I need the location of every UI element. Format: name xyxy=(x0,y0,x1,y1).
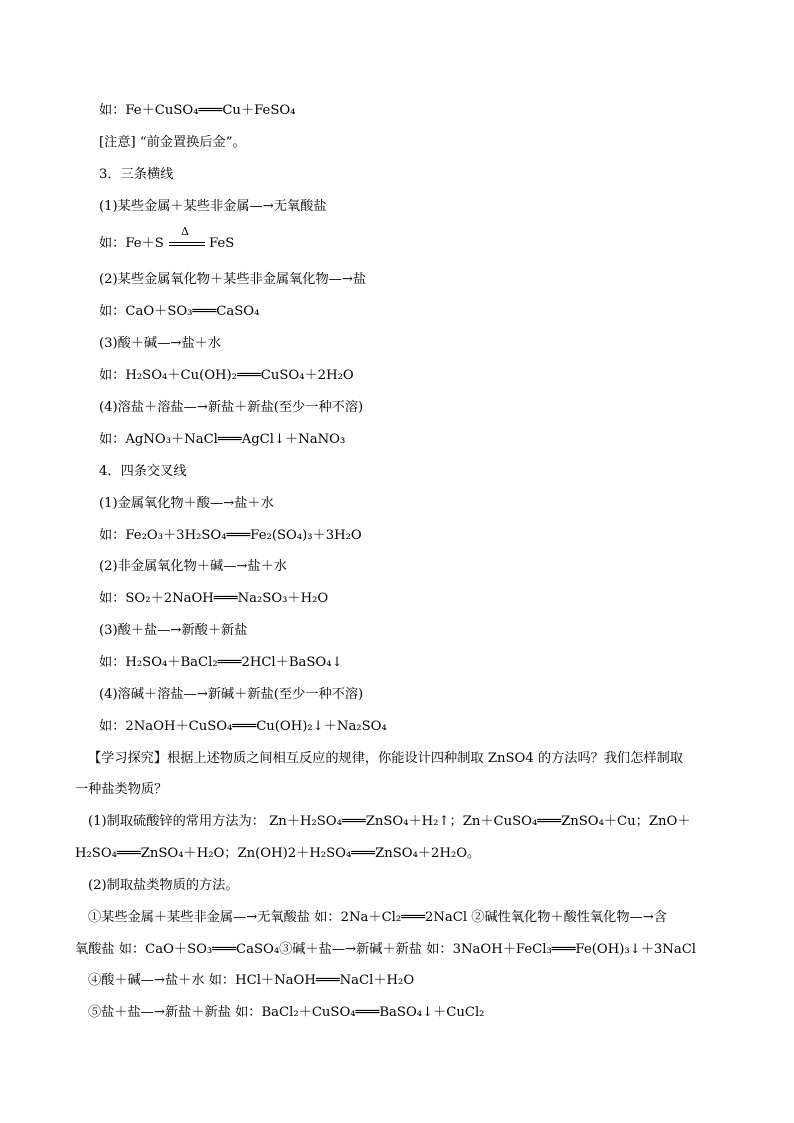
example-naoh-cuso4: 如：2NaOH＋CuSO₄═══Cu(OH)₂↓＋Na₂SO₄ xyxy=(99,719,387,734)
znso4-methods-cont: H₂SO₄═══ZnSO₄＋H₂O；Zn(OH)2＋H₂SO₄═══ZnSO₄＋2H₂O。 xyxy=(75,846,481,861)
rule-4-2: (2)非金属氧化物＋碱—→盐＋水 xyxy=(99,559,287,574)
rule-4-4: (4)溶碱＋溶盐—→新碱＋新盐(至少一种不溶) xyxy=(99,687,364,702)
salt-method-1-2: ①某些金属＋某些非金属—→无氧酸盐 如：2Na＋Cl₂═══2NaCl ②碱性氧化物＋酸性氧化物—→含 xyxy=(88,910,667,925)
rule-3-3: (3)酸＋碱—→盐＋水 xyxy=(99,336,222,351)
salt-method-4: ④酸＋碱—→盐＋水 如：HCl＋NaOH═══NaCl＋H₂O xyxy=(88,973,415,988)
znso4-methods: (1)制取硫酸锌的常用方法为： Zn＋H₂SO₄═══ZnSO₄＋H₂↑；Zn＋CuSO₄═══ZnSO₄＋Cu；ZnO＋ xyxy=(88,814,691,829)
reaction-left: 如：Fe＋S xyxy=(99,236,164,251)
rule-3-2: (2)某些金属氧化物＋某些非金属氧化物—→盐 xyxy=(99,272,367,287)
rule-4-3: (3)酸＋盐—→新酸＋新盐 xyxy=(99,623,248,638)
inquiry-paragraph-cont: 一种盐类物质？ xyxy=(75,782,168,797)
rule-3-4: (4)溶盐＋溶盐—→新盐＋新盐(至少一种不溶) xyxy=(99,400,364,415)
example-agno3-nacl: 如：AgNO₃＋NaCl═══AgCl↓＋NaNO₃ xyxy=(99,432,346,447)
salt-methods-heading: (2)制取盐类物质的方法。 xyxy=(88,878,239,893)
section-heading-4: 4．四条交叉线 xyxy=(99,464,187,479)
example-fe-cuso4: 如：Fe＋CuSO₄═══Cu＋FeSO₄ xyxy=(99,103,296,118)
note-line: [注意] “前金置换后金”。 xyxy=(99,135,246,150)
rule-4-1: (1)金属氧化物＋酸—→盐＋水 xyxy=(99,496,274,511)
example-h2so4-cuoh2: 如：H₂SO₄＋Cu(OH)₂═══CuSO₄＋2H₂O xyxy=(99,368,354,383)
reaction-fe-s xyxy=(99,225,399,258)
heat-delta-symbol: Δ xyxy=(181,225,189,238)
example-h2so4-bacl2: 如：H₂SO₄＋BaCl₂═══2HCl＋BaSO₄↓ xyxy=(99,655,343,670)
reaction-right: FeS xyxy=(209,236,235,251)
rule-3-1: (1)某些金属＋某些非金属—→无氧酸盐 xyxy=(99,199,327,214)
example-cao-so3: 如：CaO＋SO₃═══CaSO₄ xyxy=(99,304,260,319)
example-so2-naoh: 如：SO₂＋2NaOH═══Na₂SO₃＋H₂O xyxy=(99,591,329,606)
salt-method-2-3: 氧酸盐 如：CaO＋SO₃═══CaSO₄③碱＋盐—→新碱＋新盐 如：3NaOH＋FeCl₃═══Fe(OH)₃↓＋3NaCl xyxy=(75,942,697,957)
section-heading-3: 3．三条横线 xyxy=(99,167,174,182)
inquiry-paragraph: 【学习探究】根据上述物质之间相互反应的规律，你能设计四种制取 ZnSO4 的方法吗？我们怎样制取 xyxy=(88,751,683,766)
salt-method-5: ⑤盐＋盐—→新盐＋新盐 如：BaCl₂＋CuSO₄═══BaSO₄↓＋CuCl₂ xyxy=(88,1005,485,1020)
example-fe2o3-h2so4: 如：Fe₂O₃＋3H₂SO₄═══Fe₂(SO₄)₃＋3H₂O xyxy=(99,528,362,543)
equal-bars xyxy=(169,242,205,246)
